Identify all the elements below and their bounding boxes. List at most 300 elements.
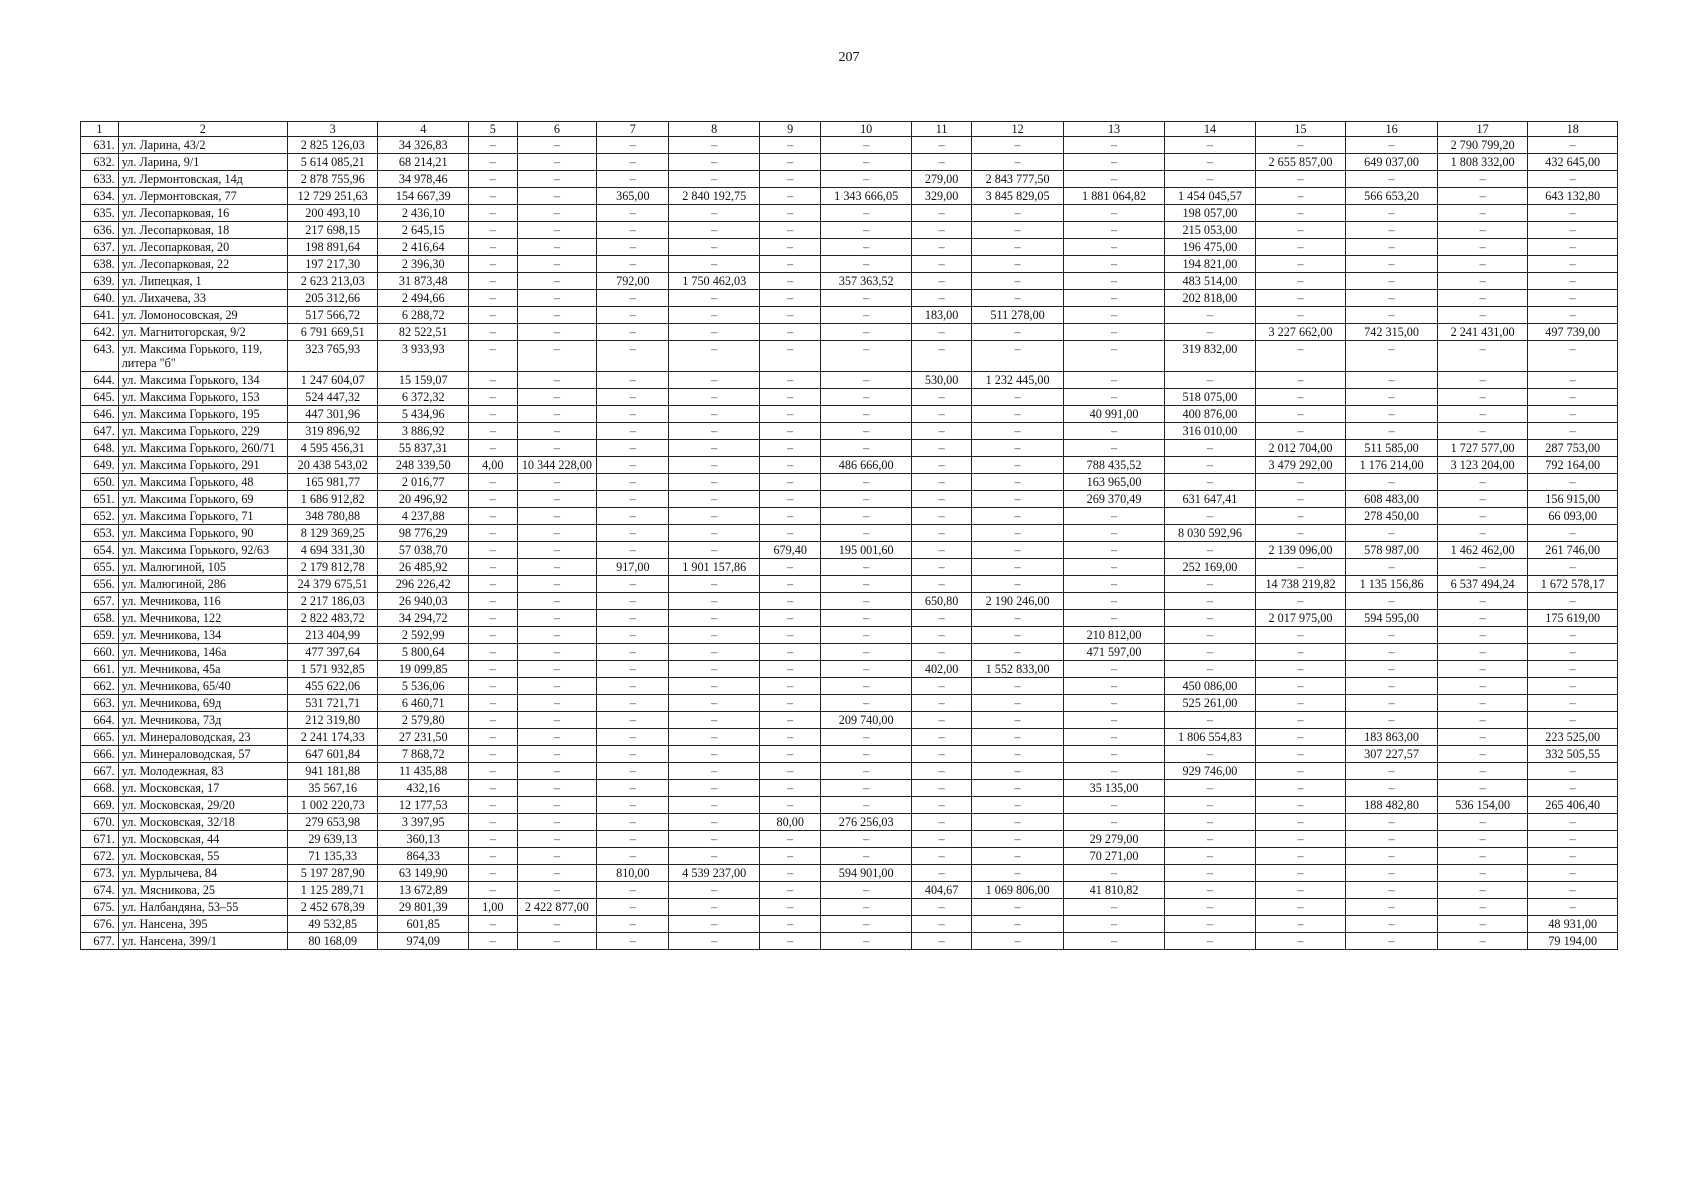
value-cell: – bbox=[1165, 154, 1256, 171]
value-cell: – bbox=[911, 273, 971, 290]
value-cell: – bbox=[669, 508, 760, 525]
address-cell: ул. Максима Горького, 71 bbox=[118, 508, 287, 525]
value-cell: – bbox=[1165, 307, 1256, 324]
value-cell: 2 623 213,03 bbox=[287, 273, 378, 290]
value-cell: 248 339,50 bbox=[378, 457, 469, 474]
value-cell: – bbox=[669, 389, 760, 406]
address-cell: ул. Лермонтовская, 14д bbox=[118, 171, 287, 188]
value-cell: – bbox=[1346, 695, 1438, 712]
value-cell: 55 837,31 bbox=[378, 440, 469, 457]
value-cell: – bbox=[911, 746, 971, 763]
value-cell: – bbox=[759, 780, 820, 797]
value-cell: – bbox=[759, 933, 820, 950]
value-cell: – bbox=[1437, 780, 1528, 797]
address-cell: ул. Налбандяна, 53–55 bbox=[118, 899, 287, 916]
value-cell: – bbox=[597, 154, 669, 171]
value-cell: – bbox=[469, 916, 518, 933]
value-cell: 2 016,77 bbox=[378, 474, 469, 491]
value-cell: – bbox=[469, 525, 518, 542]
address-cell: ул. Максима Горького, 260/71 bbox=[118, 440, 287, 457]
value-cell: – bbox=[1255, 290, 1346, 307]
row-number-cell: 657. bbox=[81, 593, 119, 610]
value-cell: – bbox=[469, 423, 518, 440]
value-cell: 41 810,82 bbox=[1063, 882, 1164, 899]
value-cell: – bbox=[669, 457, 760, 474]
value-cell: – bbox=[597, 171, 669, 188]
value-cell: – bbox=[597, 222, 669, 239]
value-cell: – bbox=[911, 916, 971, 933]
value-cell: – bbox=[1255, 882, 1346, 899]
value-cell: 974,09 bbox=[378, 933, 469, 950]
row-number-cell: 671. bbox=[81, 831, 119, 848]
value-cell: 447 301,96 bbox=[287, 406, 378, 423]
value-cell: – bbox=[972, 491, 1064, 508]
value-cell: – bbox=[469, 256, 518, 273]
value-cell: – bbox=[669, 780, 760, 797]
value-cell: – bbox=[759, 457, 820, 474]
row-number-cell: 664. bbox=[81, 712, 119, 729]
value-cell: – bbox=[1165, 372, 1256, 389]
value-cell: – bbox=[517, 205, 597, 222]
address-cell: ул. Мечникова, 134 bbox=[118, 627, 287, 644]
value-cell: – bbox=[669, 831, 760, 848]
value-cell: – bbox=[597, 831, 669, 848]
value-cell: – bbox=[1063, 865, 1164, 882]
value-cell: 29 279,00 bbox=[1063, 831, 1164, 848]
value-cell: – bbox=[1346, 525, 1438, 542]
value-cell: 195 001,60 bbox=[821, 542, 912, 559]
value-cell: – bbox=[1437, 814, 1528, 831]
value-cell: – bbox=[517, 307, 597, 324]
value-cell: – bbox=[1346, 831, 1438, 848]
value-cell: – bbox=[1346, 916, 1438, 933]
row-number-cell: 637. bbox=[81, 239, 119, 256]
value-cell: 8 030 592,96 bbox=[1165, 525, 1256, 542]
value-cell: – bbox=[469, 593, 518, 610]
value-cell: – bbox=[517, 831, 597, 848]
value-cell: 40 991,00 bbox=[1063, 406, 1164, 423]
value-cell: – bbox=[911, 610, 971, 627]
value-cell: 2 190 246,00 bbox=[972, 593, 1064, 610]
value-cell: – bbox=[1255, 933, 1346, 950]
value-cell: 35 567,16 bbox=[287, 780, 378, 797]
value-cell: – bbox=[759, 423, 820, 440]
value-cell: – bbox=[1528, 899, 1618, 916]
column-header: 6 bbox=[517, 122, 597, 137]
column-header: 3 bbox=[287, 122, 378, 137]
value-cell: – bbox=[821, 593, 912, 610]
value-cell: – bbox=[821, 154, 912, 171]
value-cell: 518 075,00 bbox=[1165, 389, 1256, 406]
value-cell: – bbox=[759, 491, 820, 508]
value-cell: – bbox=[669, 239, 760, 256]
value-cell: 26 940,03 bbox=[378, 593, 469, 610]
value-cell: – bbox=[821, 474, 912, 491]
value-cell: – bbox=[821, 222, 912, 239]
value-cell: – bbox=[972, 205, 1064, 222]
value-cell: – bbox=[821, 848, 912, 865]
value-cell: 5 800,64 bbox=[378, 644, 469, 661]
value-cell: – bbox=[597, 290, 669, 307]
value-cell: – bbox=[517, 865, 597, 882]
address-cell: ул. Лесопарковая, 16 bbox=[118, 205, 287, 222]
value-cell: 643 132,80 bbox=[1528, 188, 1618, 205]
address-cell: ул. Липецкая, 1 bbox=[118, 273, 287, 290]
value-cell: – bbox=[1346, 678, 1438, 695]
value-cell: 269 370,49 bbox=[1063, 491, 1164, 508]
table-row bbox=[81, 188, 1618, 205]
value-cell: – bbox=[517, 137, 597, 154]
value-cell: – bbox=[1437, 474, 1528, 491]
value-cell: – bbox=[1528, 273, 1618, 290]
value-cell: – bbox=[469, 389, 518, 406]
value-cell: – bbox=[1346, 627, 1438, 644]
value-cell: 82 522,51 bbox=[378, 324, 469, 341]
value-cell: – bbox=[1255, 899, 1346, 916]
value-cell: – bbox=[597, 610, 669, 627]
value-cell: – bbox=[972, 763, 1064, 780]
value-cell: – bbox=[669, 729, 760, 746]
row-number-cell: 644. bbox=[81, 372, 119, 389]
value-cell: – bbox=[517, 171, 597, 188]
value-cell: – bbox=[911, 797, 971, 814]
value-cell: – bbox=[1528, 423, 1618, 440]
value-cell: – bbox=[1528, 341, 1618, 372]
value-cell: – bbox=[821, 256, 912, 273]
value-cell: – bbox=[517, 239, 597, 256]
page-number: 207 bbox=[838, 50, 860, 65]
address-cell: ул. Максима Горького, 119, литера "б" bbox=[118, 341, 287, 372]
value-cell: – bbox=[1165, 865, 1256, 882]
row-number-cell: 659. bbox=[81, 627, 119, 644]
value-cell: 80 168,09 bbox=[287, 933, 378, 950]
value-cell: 2 012 704,00 bbox=[1255, 440, 1346, 457]
value-cell: – bbox=[597, 695, 669, 712]
value-cell: – bbox=[911, 678, 971, 695]
value-cell: – bbox=[1255, 525, 1346, 542]
row-number-cell: 652. bbox=[81, 508, 119, 525]
value-cell: – bbox=[517, 678, 597, 695]
value-cell: – bbox=[1437, 610, 1528, 627]
value-cell: – bbox=[1255, 644, 1346, 661]
row-number-cell: 636. bbox=[81, 222, 119, 239]
value-cell: – bbox=[1528, 593, 1618, 610]
value-cell: – bbox=[759, 222, 820, 239]
row-number-cell: 670. bbox=[81, 814, 119, 831]
address-cell: ул. Магнитогорская, 9/2 bbox=[118, 324, 287, 341]
value-cell: 8 129 369,25 bbox=[287, 525, 378, 542]
value-cell: 163 965,00 bbox=[1063, 474, 1164, 491]
value-cell: – bbox=[517, 372, 597, 389]
value-cell: 276 256,03 bbox=[821, 814, 912, 831]
table-row bbox=[81, 525, 1618, 542]
value-cell: – bbox=[469, 239, 518, 256]
value-cell: – bbox=[1255, 559, 1346, 576]
value-cell: – bbox=[972, 780, 1064, 797]
address-cell: ул. Лесопарковая, 22 bbox=[118, 256, 287, 273]
value-cell: – bbox=[517, 423, 597, 440]
value-cell: – bbox=[1437, 627, 1528, 644]
value-cell: 20 438 543,02 bbox=[287, 457, 378, 474]
value-cell: 5 536,06 bbox=[378, 678, 469, 695]
value-cell: – bbox=[821, 780, 912, 797]
table-row bbox=[81, 341, 1618, 372]
value-cell: 7 868,72 bbox=[378, 746, 469, 763]
value-cell: – bbox=[1063, 695, 1164, 712]
value-cell: – bbox=[911, 256, 971, 273]
table-row bbox=[81, 137, 1618, 154]
column-header: 16 bbox=[1346, 122, 1438, 137]
value-cell: – bbox=[1346, 171, 1438, 188]
table-row bbox=[81, 882, 1618, 899]
value-cell: 217 698,15 bbox=[287, 222, 378, 239]
value-cell: – bbox=[1437, 256, 1528, 273]
value-cell: – bbox=[1346, 899, 1438, 916]
value-cell: – bbox=[911, 423, 971, 440]
value-cell: – bbox=[669, 797, 760, 814]
table-row bbox=[81, 508, 1618, 525]
value-cell: – bbox=[759, 763, 820, 780]
value-cell: 57 038,70 bbox=[378, 542, 469, 559]
value-cell: – bbox=[1165, 610, 1256, 627]
value-cell: – bbox=[517, 712, 597, 729]
value-cell: – bbox=[1437, 491, 1528, 508]
value-cell: 2 241 174,33 bbox=[287, 729, 378, 746]
value-cell: – bbox=[821, 797, 912, 814]
value-cell: – bbox=[469, 341, 518, 372]
value-cell: – bbox=[1255, 780, 1346, 797]
column-header: 4 bbox=[378, 122, 469, 137]
value-cell: – bbox=[1063, 729, 1164, 746]
value-cell: – bbox=[469, 814, 518, 831]
row-number-cell: 676. bbox=[81, 916, 119, 933]
value-cell: 455 622,06 bbox=[287, 678, 378, 695]
value-cell: – bbox=[759, 865, 820, 882]
value-cell: 34 326,83 bbox=[378, 137, 469, 154]
address-cell: ул. Максима Горького, 153 bbox=[118, 389, 287, 406]
value-cell: 1 247 604,07 bbox=[287, 372, 378, 389]
value-cell: – bbox=[1528, 814, 1618, 831]
value-cell: – bbox=[517, 882, 597, 899]
value-cell: – bbox=[1063, 746, 1164, 763]
value-cell: – bbox=[1437, 188, 1528, 205]
row-number-cell: 672. bbox=[81, 848, 119, 865]
value-cell: 27 231,50 bbox=[378, 729, 469, 746]
row-number-cell: 650. bbox=[81, 474, 119, 491]
value-cell: – bbox=[1346, 661, 1438, 678]
address-cell: ул. Минераловодская, 23 bbox=[118, 729, 287, 746]
value-cell: – bbox=[759, 916, 820, 933]
value-cell: – bbox=[469, 644, 518, 661]
value-cell: – bbox=[759, 324, 820, 341]
row-number-cell: 651. bbox=[81, 491, 119, 508]
value-cell: 198 891,64 bbox=[287, 239, 378, 256]
value-cell: – bbox=[1528, 865, 1618, 882]
column-header: 13 bbox=[1063, 122, 1164, 137]
value-cell: – bbox=[1063, 423, 1164, 440]
value-cell: – bbox=[911, 763, 971, 780]
row-number-cell: 674. bbox=[81, 882, 119, 899]
table-row bbox=[81, 239, 1618, 256]
table-row bbox=[81, 290, 1618, 307]
value-cell: – bbox=[759, 290, 820, 307]
value-cell: – bbox=[911, 491, 971, 508]
value-cell: – bbox=[1255, 695, 1346, 712]
value-cell: – bbox=[597, 797, 669, 814]
table-row bbox=[81, 576, 1618, 593]
value-cell: – bbox=[911, 695, 971, 712]
value-cell: – bbox=[1528, 627, 1618, 644]
value-cell: – bbox=[911, 848, 971, 865]
value-cell: – bbox=[759, 205, 820, 222]
value-cell: – bbox=[821, 307, 912, 324]
value-cell: – bbox=[669, 933, 760, 950]
value-cell: – bbox=[1063, 542, 1164, 559]
table-row bbox=[81, 695, 1618, 712]
value-cell: – bbox=[1528, 205, 1618, 222]
value-cell: – bbox=[911, 644, 971, 661]
value-cell: 650,80 bbox=[911, 593, 971, 610]
value-cell: – bbox=[517, 290, 597, 307]
value-cell: 917,00 bbox=[597, 559, 669, 576]
table-row bbox=[81, 205, 1618, 222]
value-cell: – bbox=[669, 154, 760, 171]
value-cell: – bbox=[469, 576, 518, 593]
value-cell: – bbox=[1346, 865, 1438, 882]
value-cell: – bbox=[1437, 763, 1528, 780]
value-cell: 279 653,98 bbox=[287, 814, 378, 831]
value-cell: – bbox=[759, 729, 820, 746]
value-cell: – bbox=[972, 389, 1064, 406]
value-cell: – bbox=[1063, 678, 1164, 695]
value-cell: 3 397,95 bbox=[378, 814, 469, 831]
value-cell: – bbox=[669, 899, 760, 916]
value-cell: – bbox=[469, 848, 518, 865]
address-cell: ул. Московская, 17 bbox=[118, 780, 287, 797]
value-cell: 792,00 bbox=[597, 273, 669, 290]
value-cell: 788 435,52 bbox=[1063, 457, 1164, 474]
value-cell: – bbox=[759, 508, 820, 525]
value-cell: – bbox=[1346, 341, 1438, 372]
value-cell: – bbox=[759, 661, 820, 678]
value-cell: – bbox=[1255, 746, 1346, 763]
value-cell: 2 494,66 bbox=[378, 290, 469, 307]
value-cell: – bbox=[911, 474, 971, 491]
value-cell: – bbox=[1346, 644, 1438, 661]
value-cell: – bbox=[517, 916, 597, 933]
value-cell: – bbox=[759, 746, 820, 763]
value-cell: – bbox=[1255, 171, 1346, 188]
value-cell: – bbox=[469, 508, 518, 525]
value-cell: – bbox=[469, 307, 518, 324]
address-cell: ул. Мечникова, 146а bbox=[118, 644, 287, 661]
value-cell: – bbox=[972, 831, 1064, 848]
value-cell: 6 288,72 bbox=[378, 307, 469, 324]
value-cell: – bbox=[972, 610, 1064, 627]
table-row bbox=[81, 780, 1618, 797]
value-cell: – bbox=[1255, 389, 1346, 406]
address-cell: ул. Максима Горького, 92/63 bbox=[118, 542, 287, 559]
row-number-cell: 646. bbox=[81, 406, 119, 423]
value-cell: – bbox=[469, 137, 518, 154]
value-cell: 432,16 bbox=[378, 780, 469, 797]
value-cell: – bbox=[469, 372, 518, 389]
value-cell: 1 571 932,85 bbox=[287, 661, 378, 678]
row-number-cell: 654. bbox=[81, 542, 119, 559]
column-header: 12 bbox=[972, 122, 1064, 137]
value-cell: – bbox=[1255, 593, 1346, 610]
value-cell: – bbox=[669, 746, 760, 763]
value-cell: – bbox=[911, 627, 971, 644]
value-cell: – bbox=[1255, 205, 1346, 222]
value-cell: – bbox=[597, 899, 669, 916]
value-cell: 194 821,00 bbox=[1165, 256, 1256, 273]
value-cell: – bbox=[821, 729, 912, 746]
value-cell: – bbox=[517, 780, 597, 797]
value-cell: – bbox=[1255, 763, 1346, 780]
value-cell: – bbox=[1346, 814, 1438, 831]
value-cell: – bbox=[759, 372, 820, 389]
value-cell: 3 845 829,05 bbox=[972, 188, 1064, 205]
value-cell: – bbox=[759, 389, 820, 406]
value-cell: – bbox=[517, 256, 597, 273]
value-cell: – bbox=[1528, 763, 1618, 780]
value-cell: – bbox=[1255, 729, 1346, 746]
value-cell: – bbox=[597, 406, 669, 423]
value-cell: – bbox=[1528, 559, 1618, 576]
value-cell: – bbox=[1437, 372, 1528, 389]
value-cell: – bbox=[1063, 508, 1164, 525]
value-cell: – bbox=[1346, 239, 1438, 256]
value-cell: – bbox=[1063, 933, 1164, 950]
value-cell: – bbox=[469, 712, 518, 729]
value-cell: – bbox=[1255, 273, 1346, 290]
value-cell: – bbox=[972, 865, 1064, 882]
value-cell: – bbox=[1165, 661, 1256, 678]
value-cell: – bbox=[1528, 712, 1618, 729]
value-cell: – bbox=[1063, 171, 1164, 188]
value-cell: – bbox=[469, 882, 518, 899]
value-cell: – bbox=[1437, 239, 1528, 256]
value-cell: – bbox=[597, 205, 669, 222]
value-cell: – bbox=[517, 763, 597, 780]
value-cell: – bbox=[669, 171, 760, 188]
value-cell: 265 406,40 bbox=[1528, 797, 1618, 814]
value-cell: – bbox=[597, 389, 669, 406]
value-cell: – bbox=[911, 525, 971, 542]
value-cell: – bbox=[1165, 848, 1256, 865]
value-cell: – bbox=[821, 491, 912, 508]
value-cell: – bbox=[669, 256, 760, 273]
table-row bbox=[81, 457, 1618, 474]
value-cell: – bbox=[759, 154, 820, 171]
value-cell: – bbox=[1255, 307, 1346, 324]
value-cell: – bbox=[1437, 559, 1528, 576]
value-cell: – bbox=[911, 457, 971, 474]
value-cell: – bbox=[759, 678, 820, 695]
value-cell: – bbox=[1528, 474, 1618, 491]
table-row bbox=[81, 746, 1618, 763]
value-cell: – bbox=[1063, 389, 1164, 406]
table-row bbox=[81, 848, 1618, 865]
table-row bbox=[81, 474, 1618, 491]
value-cell: – bbox=[972, 916, 1064, 933]
row-number-cell: 648. bbox=[81, 440, 119, 457]
value-cell: 13 672,89 bbox=[378, 882, 469, 899]
value-cell: – bbox=[597, 712, 669, 729]
value-cell: 20 496,92 bbox=[378, 491, 469, 508]
value-cell: – bbox=[821, 576, 912, 593]
